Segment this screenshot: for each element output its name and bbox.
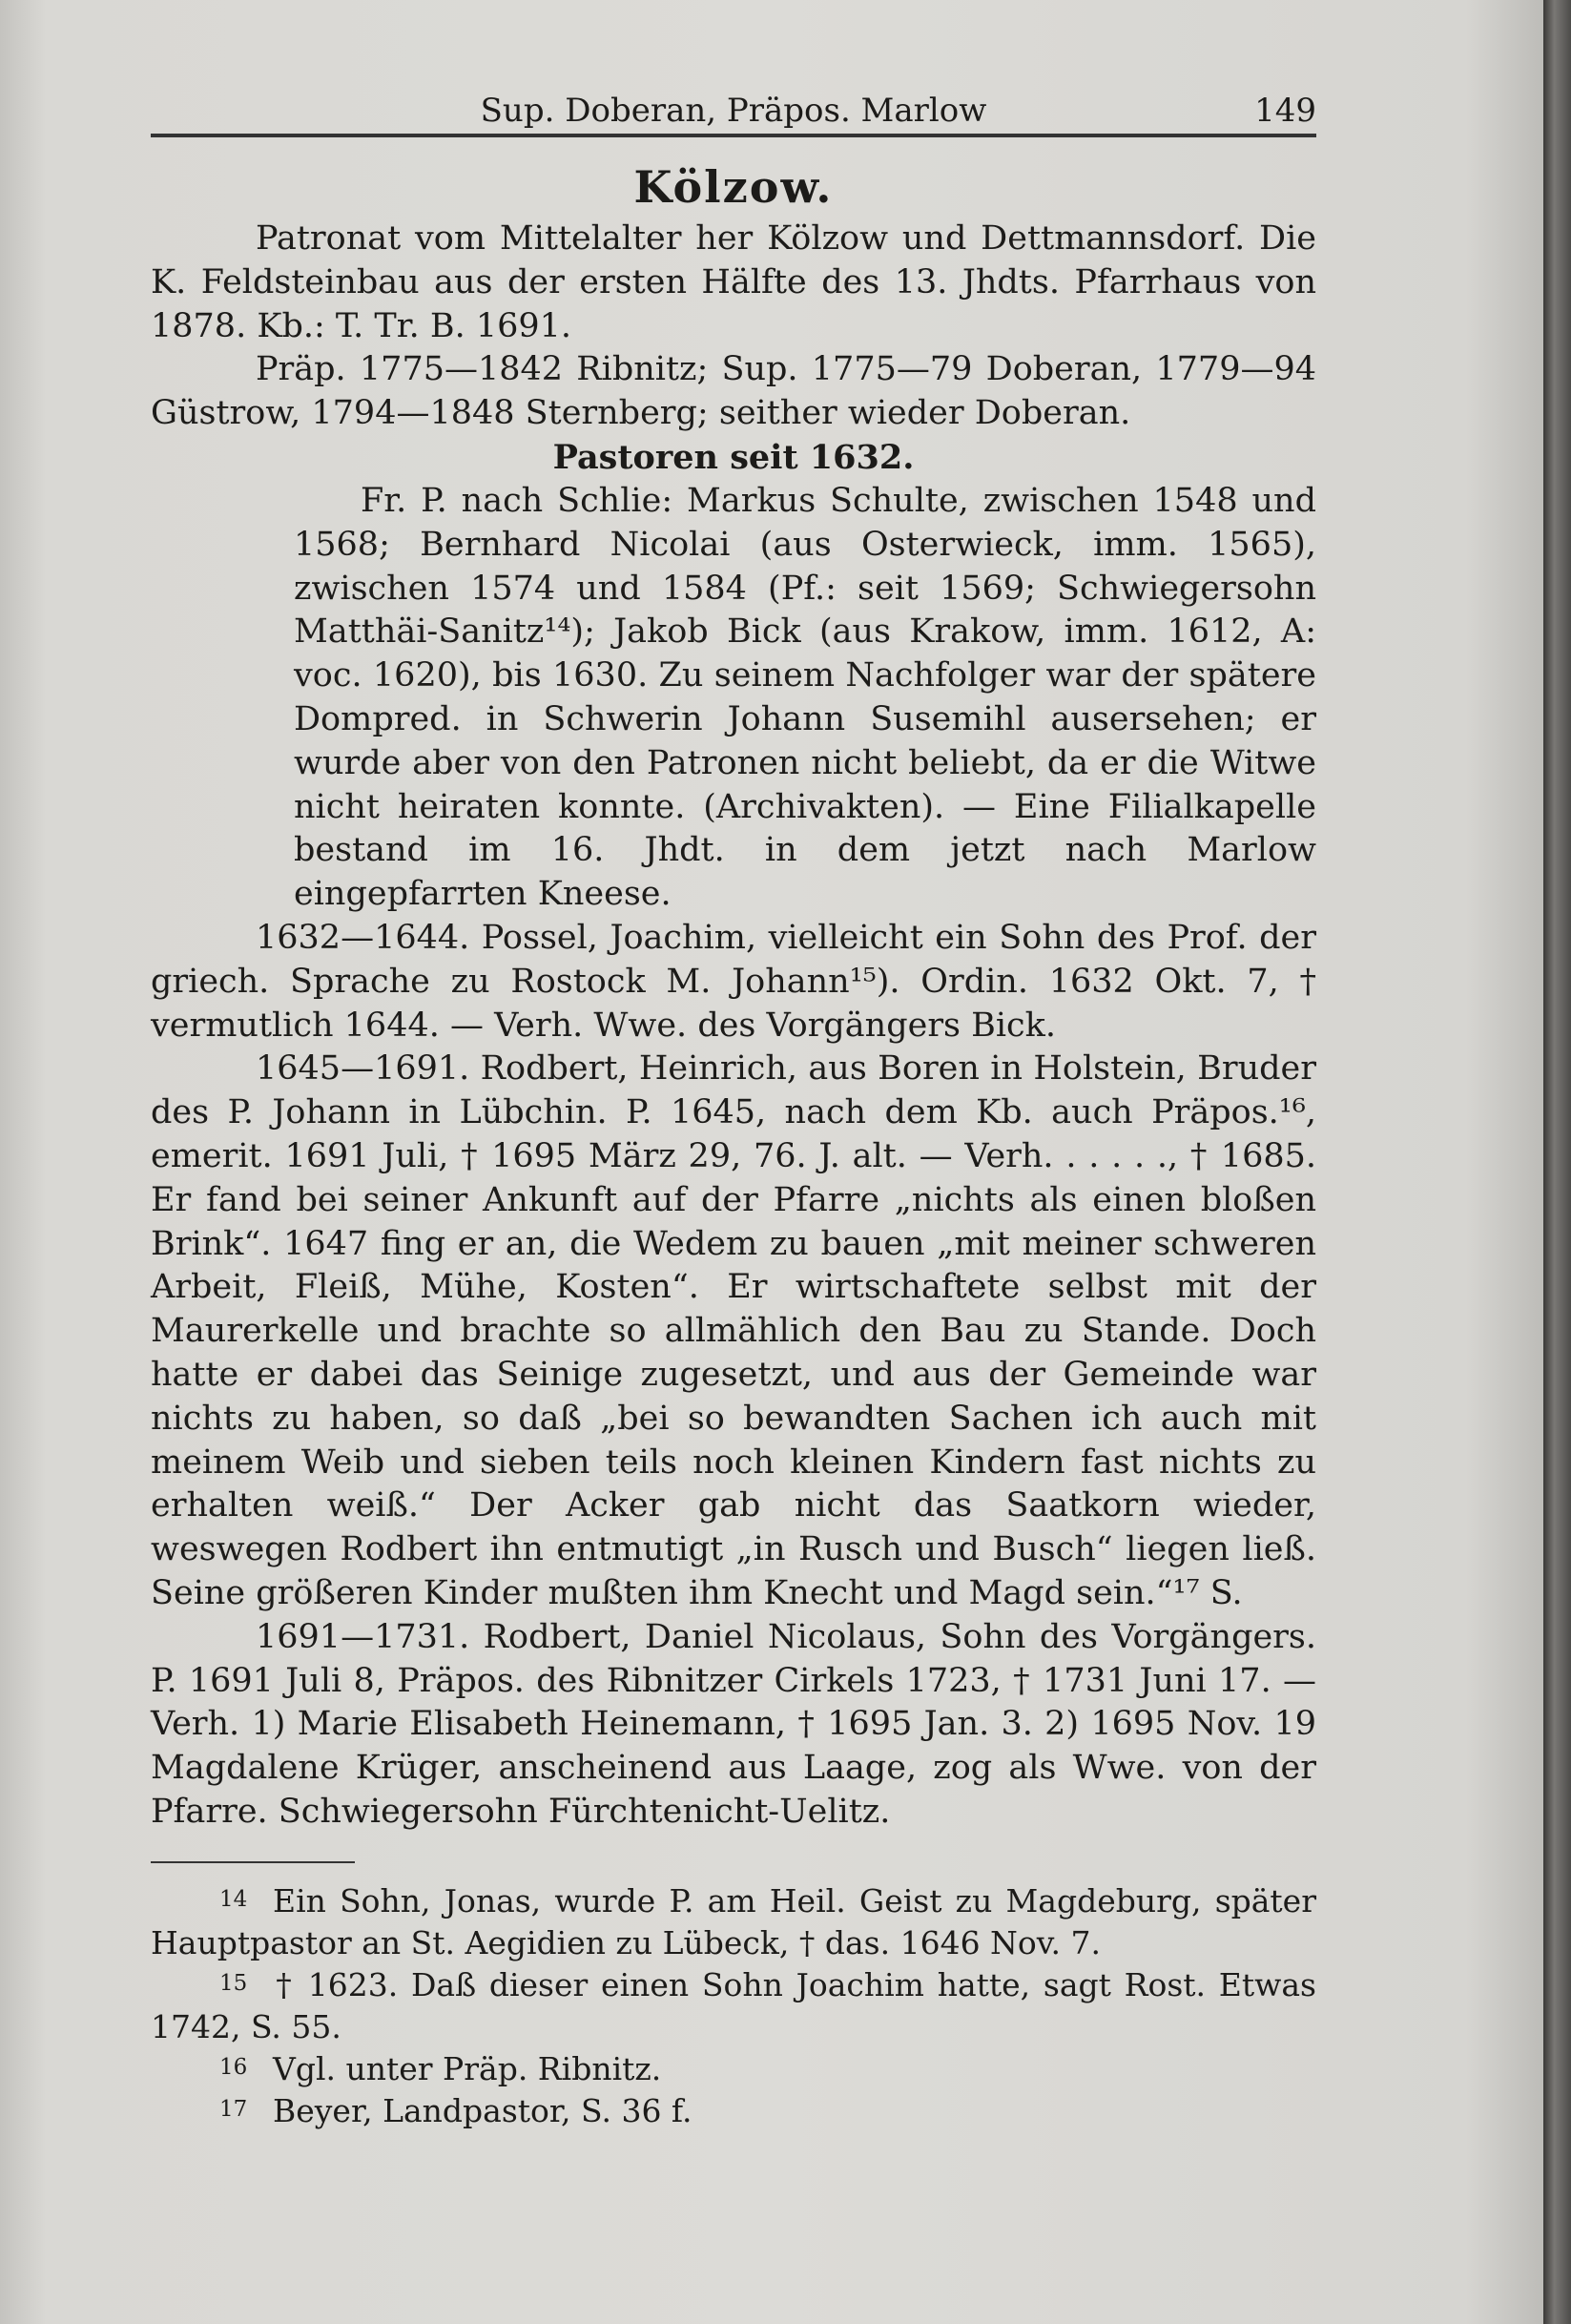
footnote-text: Ein Sohn, Jonas, wurde P. am Heil. Geist zu Magdeburg, später Hauptpastor an St. Aegidien zu Lübeck, † das. 1646 Nov. 7. <box>151 1881 1316 1961</box>
footnote <box>151 1880 1316 1964</box>
footnote-number: 14 <box>219 1886 248 1912</box>
footnote-text: Vgl. unter Präp. Ribnitz. <box>273 2049 662 2087</box>
footnote-text: † 1623. Daß dieser einen Sohn Joachim hatte, sagt Rost. Etwas 1742, S. 55. <box>151 1965 1316 2045</box>
footnote-rule <box>151 1861 355 1863</box>
footnote <box>151 1964 1316 2048</box>
intro-paragraph-1: Patronat vom Mittelalter her Kölzow und Dettmannsdorf. Die K. Feldsteinbau aus der ersten Hälfte des 13. Jhdts. Pfarrhaus von 1878. Kb.: T. Tr. B. 1691. <box>151 219 1316 345</box>
page-title: Kölzow. <box>633 161 834 213</box>
footnote-number: 17 <box>219 2096 248 2122</box>
footnote-number: 16 <box>219 2054 248 2080</box>
running-title: Sup. Doberan, Präpos. Marlow <box>480 92 987 130</box>
book-spine <box>1543 0 1571 2324</box>
section-heading: Pastoren seit 1632. <box>552 437 915 477</box>
entry-paragraph: 1645—1691. Rodbert, Heinrich, aus Boren in Holstein, Bruder des P. Johann in Lübchin. P. 1645, nach dem Kb. auch Präpos.¹⁶, emerit. 1691 Juli, † 1695 März 29, 76. J. alt. — Verh. . . . . ., † 1685. Er fand bei seiner Ankunft auf der Pfarre „nichts als einen bloßen Brink“. 1647 fing er an, die Wedem zu bauen „mit meiner schweren Arbeit, Fleiß, Mühe, Kosten“. Er wirtschaftete selbst mit der Maurerkelle und brachte so allmählich den Bau zu Stande. Doch hatte er dabei das Seinige zugesetzt, und aus der Gemeinde war nichts zu haben, so daß „bei so bewandten Sachen ich auch mit meinem Weib und sieben teils noch kleinen Kindern fast nichts zu erhalten weiß.“ Der Acker gab nicht das Saatkorn wieder, weswegen Rodbert ihn entmutigt „in Rusch und Busch“ liegen ließ. Seine größeren Kinder mußten ihm Knecht und Magd sein.“¹⁷ S. <box>151 1049 1316 1612</box>
text-block <box>151 78 1316 2132</box>
header-rule <box>151 134 1316 137</box>
entry-paragraph: 1691—1731. Rodbert, Daniel Nicolaus, Sohn des Vorgängers. P. 1691 Juli 8, Präpos. des Ribnitzer Cirkels 1723, † 1731 Juni 17. — Verh. 1) Marie Elisabeth Heinemann, † 1695 Jan. 3. 2) 1695 Nov. 19 Magdalene Krüger, anscheinend aus Laage, zog als Wwe. von der Pfarre. Schwiegersohn Fürchtenicht-Uelitz. <box>151 1617 1316 1831</box>
footnote <box>151 2090 1316 2132</box>
page-number: 149 <box>1254 92 1316 130</box>
footnote <box>151 2048 1316 2090</box>
page-header <box>151 78 1316 134</box>
intro-paragraph-2: Präp. 1775—1842 Ribnitz; Sup. 1775—79 Doberan, 1779—94 Güstrow, 1794—1848 Sternberg; seither wieder Doberan. <box>151 350 1316 433</box>
entry-paragraph: 1632—1644. Possel, Joachim, vielleicht ein Sohn des Prof. der griech. Sprache zu Rostock M. Johann¹⁵). Ordin. 1632 Okt. 7, † vermutlich 1644. — Verh. Wwe. des Vorgängers Bick. <box>151 918 1316 1045</box>
footnote-number: 15 <box>219 1970 248 1996</box>
footnote-text: Beyer, Landpastor, S. 36 f. <box>273 2091 692 2129</box>
inset-paragraph: Fr. P. nach Schlie: Markus Schulte, zwischen 1548 und 1568; Bernhard Nicolai (aus Osterwieck, imm. 1565), zwischen 1574 und 1584 (Pf.: seit 1569; Schwiegersohn Matthäi-Sanitz¹⁴); Jakob Bick (aus Krakow, imm. 1612, A: voc. 1620), bis 1630. Zu seinem Nachfolger war der spätere Dompred. in Schwerin Johann Susemihl ausersehen; er wurde aber von den Patronen nicht beliebt, da er die Witwe nicht heiraten konnte. (Archivakten). — Eine Filialkapelle bestand im 16. Jhdt. in dem jetzt nach Marlow eingepfarrten Kneese. <box>294 481 1316 914</box>
